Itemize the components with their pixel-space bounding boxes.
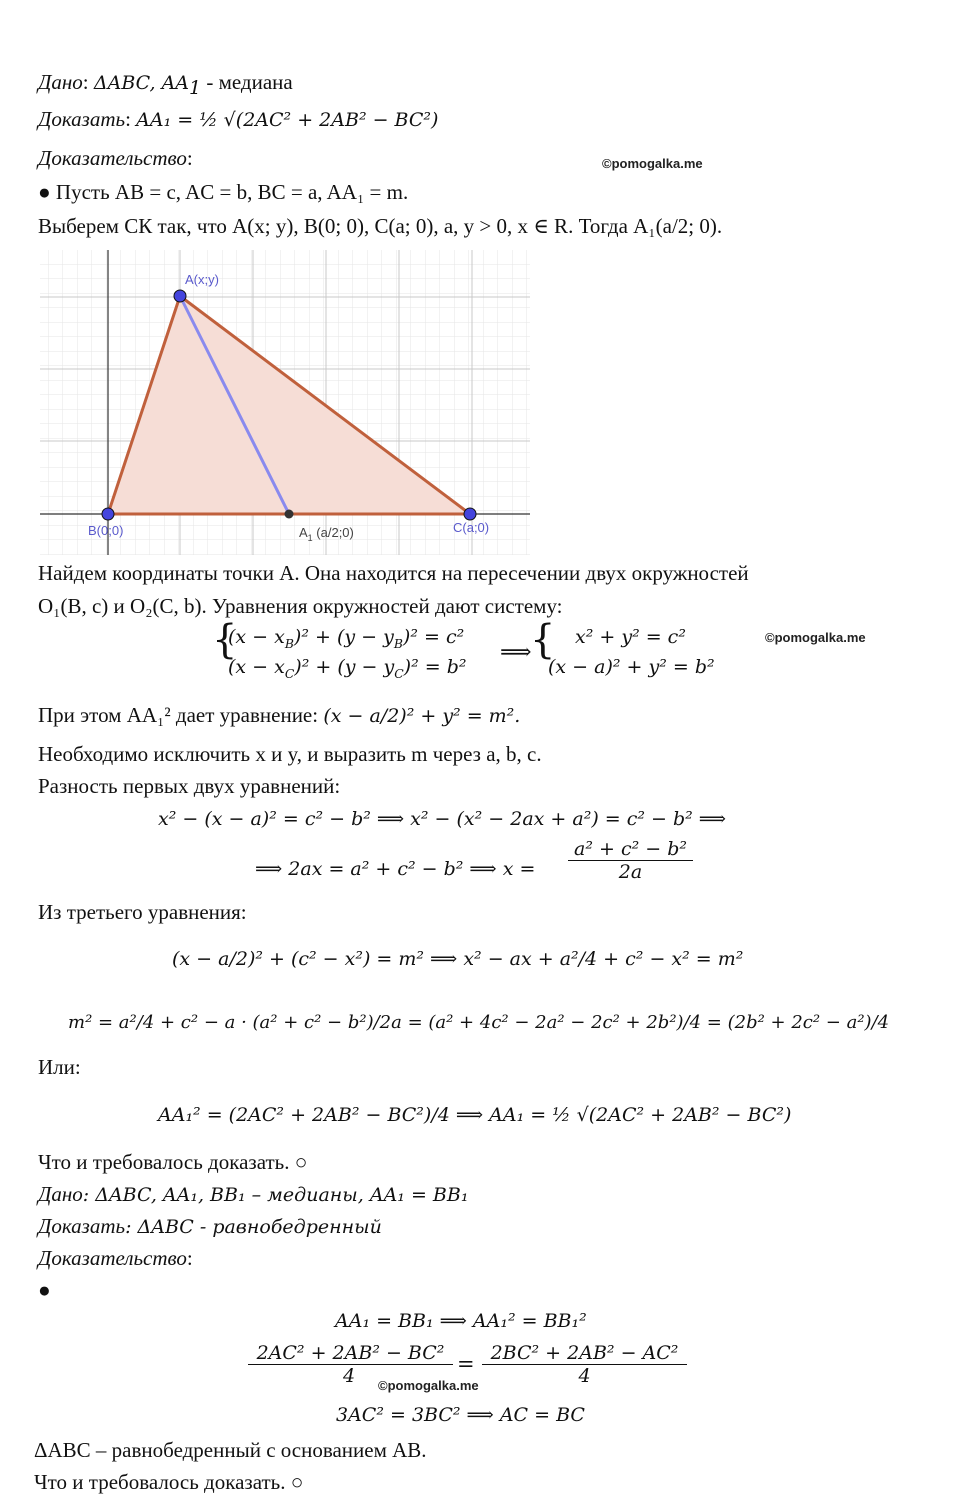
system-brace-left: { [212, 617, 238, 663]
system-left-2: $(x - x_C)^2 + (y - y_C)^2 = b^2$ [228, 656, 467, 681]
label-a1: $A_1$ (a/2;0) [299, 525, 354, 543]
diff-eq-2: ⟹ 2ax = a² + c² − b² ⟹ x = [255, 858, 536, 880]
equals-sign: = [457, 1352, 475, 1376]
given-2-line: Дано: ΔABC, AA₁, BB₁ – медианы, AA₁ = BB₁ [38, 1182, 469, 1206]
prove-2-line: Доказать: ΔABC - равнобедренный [38, 1214, 382, 1238]
qed-1: Что и требовалось доказать. ○ [38, 1150, 308, 1174]
exclude-line: Необходимо исключить x и y, и выразить m через a, b, c. [38, 742, 542, 766]
circles-line: O₁(B, c) и O₂(C, b). Уравнения окружностей дают систему: [38, 594, 563, 618]
diff-eq-1: x² − (x − a)² = c² − b² ⟹ x² − (x² − 2ax + a²) = c² − b² ⟹ [158, 808, 727, 830]
proof-2-label: Доказательство: [38, 1246, 193, 1270]
label-a: A(x;y) [185, 272, 219, 287]
point-c [464, 508, 476, 520]
third-line: Из третьего уравнения: [38, 900, 247, 924]
find-line: Найдем координаты точки A. Она находится на пересечении двух окружностей [38, 561, 749, 585]
label-c: C(a;0) [453, 520, 490, 535]
system-right-1: x² + y² = c² [575, 626, 686, 648]
triangle-diagram [40, 250, 530, 555]
point-a1 [285, 510, 294, 519]
bullet-line: ● Пусть AB = c, AC = b, BC = a, AA₁ = m. [38, 180, 409, 204]
point-a [174, 290, 186, 302]
conclusion: ΔABC – равнобедренный с основанием AB. [34, 1438, 427, 1462]
m2-eq: m² = a²/4 + c² − a · (a² + c² − b²)/2a = (a² + 4c² − 2a² − 2c² + 2b²)/4 = (2b² + 2c² − a²)/4 [68, 1012, 890, 1033]
point-b [102, 508, 114, 520]
watermark: ©pomogalka.me [602, 156, 703, 171]
prove-line: Доказать: AA₁ = ½ √(2AC² + 2AB² − BC²) [38, 107, 439, 131]
diff-eq-2-fraction: a² + c² − b² 2a [568, 838, 693, 883]
watermark: ©pomogalka.me [378, 1378, 479, 1393]
third-eq: (x − a/2)² + (c² − x²) = m² ⟹ x² − ax + a²/4 + c² − x² = m² [172, 948, 744, 970]
qed-2: Что и требовалось доказать. ○ [34, 1470, 304, 1494]
given-line: Дано: ΔABC, $AA_1$ - медиана [38, 70, 293, 100]
watermark: ©pomogalka.me [765, 630, 866, 645]
proof-label: Доказательство: [38, 146, 193, 170]
eq2-right-fraction: 2BC² + 2AB² − AC² 4 [482, 1342, 687, 1387]
bullet-2: ● [38, 1278, 51, 1302]
label-b: B(0;0) [88, 523, 124, 538]
diff-line: Разность первых двух уравнений: [38, 774, 341, 798]
final-eq: AA₁² = (2AC² + 2AB² − BC²)/4 ⟹ AA₁ = ½ √(2AC² + 2AB² − BC²) [158, 1104, 792, 1126]
system-right-2: (x − a)² + y² = b² [548, 656, 715, 678]
median-eq-line: При этом AA₁² дает уравнение: (x − a/2)² + y² = m². [38, 703, 521, 727]
system-brace-right: { [530, 617, 556, 663]
eq-3ac: 3AC² = 3BC² ⟹ AC = BC [336, 1404, 585, 1426]
eq2-left-fraction: 2AC² + 2AB² − BC² 4 [248, 1342, 453, 1387]
coord-line: Выберем СК так, что A(x; y), B(0; 0), C(a; 0), a, y > 0, x ∈ R. Тогда A₁(a/2; 0). [38, 214, 723, 238]
system-left-1: $(x - x_B)^2 + (y - y_B)^2 = c^2$ [228, 626, 465, 651]
implies-arrow: ⟹ [500, 640, 532, 665]
or-line: Или: [38, 1055, 81, 1079]
eq-aa1-bb1: AA₁ = BB₁ ⟹ AA₁² = BB₁² [335, 1310, 587, 1332]
